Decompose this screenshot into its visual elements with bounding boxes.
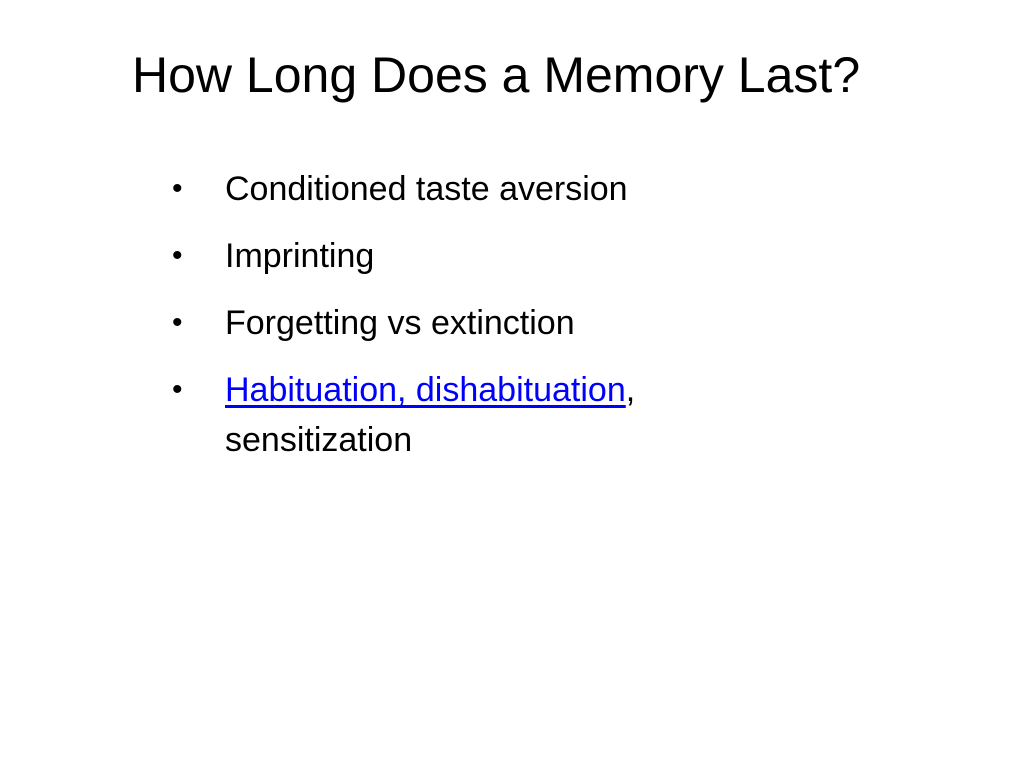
bullet-dot-icon: • xyxy=(172,306,183,339)
bullet-item-imprinting xyxy=(168,231,808,281)
bullet-dot-icon: • xyxy=(172,172,183,205)
bullet-item-habituation xyxy=(168,365,808,465)
bullet-item-conditioned-taste-aversion xyxy=(168,164,808,214)
bullet-list xyxy=(168,164,808,482)
bullet-text: Imprinting xyxy=(225,237,375,275)
bullet-continuation-text: sensitization xyxy=(225,421,413,459)
bullet-dot-icon: • xyxy=(172,373,183,406)
bullet-comma: , xyxy=(625,371,636,409)
bullet-item-forgetting-vs-extinction xyxy=(168,298,808,348)
bullet-text: Forgetting vs extinction xyxy=(225,304,575,342)
bullet-text: Conditioned taste aversion xyxy=(225,170,628,208)
slide-title: How Long Does a Memory Last? xyxy=(132,47,861,103)
bullet-dot-icon: • xyxy=(172,239,183,272)
habituation-dishabituation-link[interactable]: Habituation, dishabituation xyxy=(225,371,626,409)
